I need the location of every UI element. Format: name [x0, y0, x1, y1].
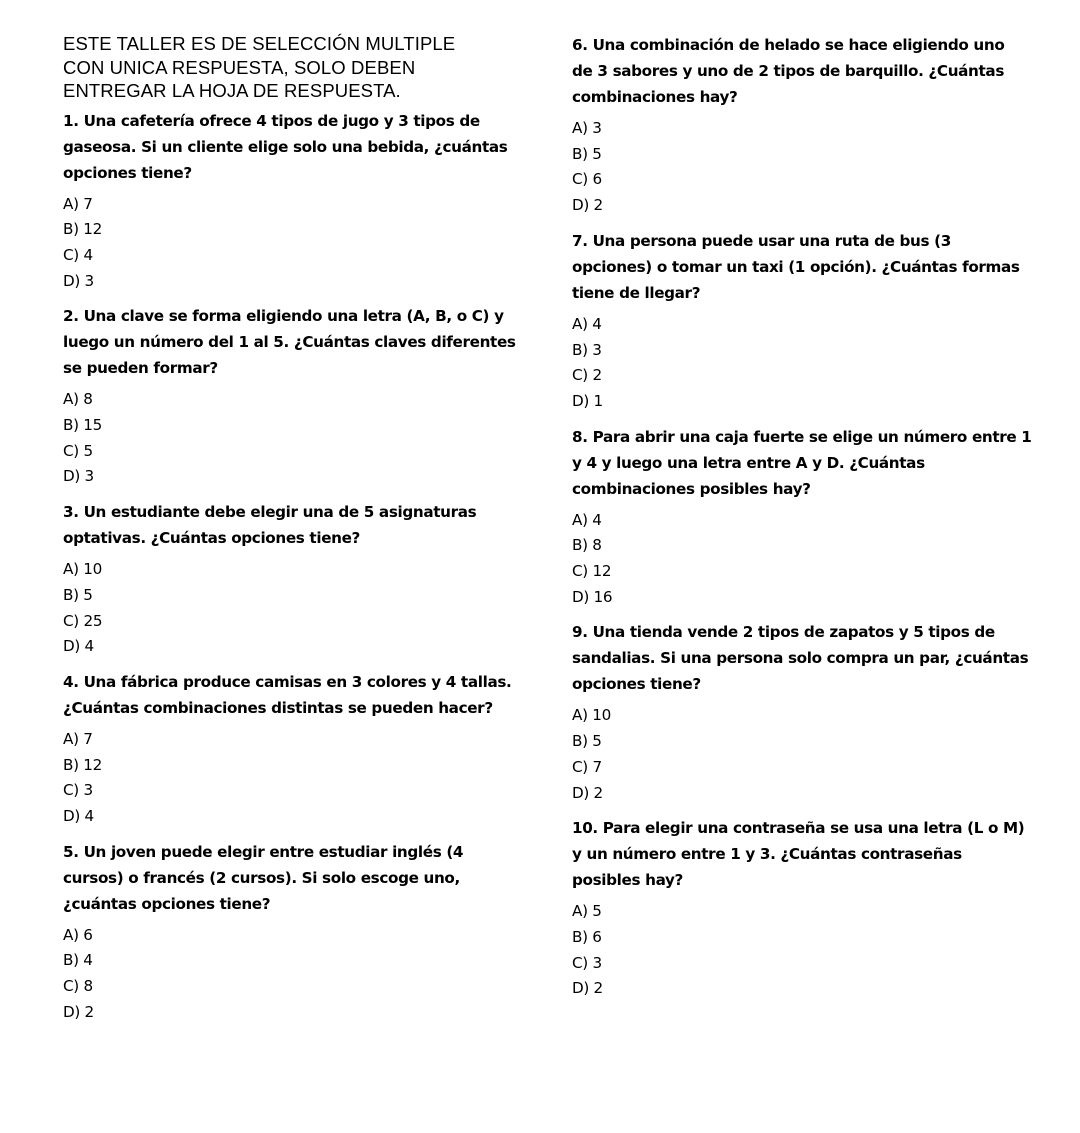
option-a: A) 4	[572, 314, 602, 333]
question-10	[572, 815, 1042, 1002]
question-line: sandalias. Si una persona solo compra un par, ¿cuántas	[572, 649, 1029, 668]
option-b: B) 12	[63, 220, 102, 239]
question-line: 4. Una fábrica produce camisas en 3 colores y 4 tallas.	[63, 672, 512, 691]
option-c: C) 8	[63, 977, 93, 996]
instructions-header	[63, 32, 523, 103]
option-d: D) 2	[572, 783, 603, 802]
right-column	[572, 32, 1042, 1011]
question-7	[572, 228, 1042, 415]
option-a: A) 7	[63, 729, 93, 748]
question-text	[572, 32, 1042, 110]
option-d: D) 1	[572, 391, 603, 410]
option-c: C) 3	[572, 953, 602, 972]
question-line: ¿cuántas opciones tiene?	[63, 894, 271, 913]
options-list	[63, 557, 523, 660]
question-text	[63, 108, 523, 186]
header-line: ENTREGAR LA HOJA DE RESPUESTA.	[63, 80, 401, 101]
option-c: C) 3	[63, 781, 93, 800]
left-column	[63, 32, 523, 1035]
option-c: C) 4	[63, 245, 93, 264]
options-list	[572, 116, 1042, 219]
options-list	[572, 703, 1042, 806]
question-text	[63, 669, 523, 721]
question-text	[63, 499, 523, 551]
option-b: B) 6	[572, 927, 602, 946]
question-line: y 4 y luego una letra entre A y D. ¿Cuántas	[572, 453, 925, 472]
option-a: A) 6	[63, 925, 93, 944]
question-line: ¿Cuántas combinaciones distintas se pueden hacer?	[63, 698, 493, 717]
option-c: C) 25	[63, 611, 103, 630]
question-5	[63, 839, 523, 1026]
option-a: A) 8	[63, 390, 93, 409]
question-line: combinaciones posibles hay?	[572, 479, 811, 498]
option-b: B) 15	[63, 416, 102, 435]
question-line: se pueden formar?	[63, 359, 218, 378]
question-text	[572, 619, 1042, 697]
question-text	[572, 228, 1042, 306]
question-6	[572, 32, 1042, 219]
option-a: A) 7	[63, 194, 93, 213]
question-text	[572, 815, 1042, 893]
option-c: C) 2	[572, 366, 602, 385]
option-a: A) 10	[572, 706, 611, 725]
option-c: C) 12	[572, 562, 612, 581]
question-line: optativas. ¿Cuántas opciones tiene?	[63, 529, 361, 548]
question-line: luego un número del 1 al 5. ¿Cuántas claves diferentes	[63, 333, 516, 352]
question-line: 3. Un estudiante debe elegir una de 5 asignaturas	[63, 503, 477, 522]
question-line: 1. Una cafetería ofrece 4 tipos de jugo y 3 tipos de	[63, 111, 480, 130]
question-line: y un número entre 1 y 3. ¿Cuántas contraseñas	[572, 845, 962, 864]
question-line: tiene de llegar?	[572, 283, 701, 302]
option-c: C) 5	[63, 441, 93, 460]
question-8	[572, 424, 1042, 611]
header-line: ESTE TALLER ES DE SELECCIÓN MULTIPLE	[63, 33, 456, 54]
question-2	[63, 303, 523, 490]
question-line: combinaciones hay?	[572, 88, 738, 106]
option-a: A) 4	[572, 510, 602, 529]
question-line: 5. Un joven puede elegir entre estudiar inglés (4	[63, 842, 464, 861]
option-b: B) 5	[572, 144, 602, 163]
option-c: C) 6	[572, 170, 602, 189]
question-3	[63, 499, 523, 660]
question-line: cursos) o francés (2 cursos). Si solo escoge uno,	[63, 868, 460, 887]
options-list	[63, 727, 523, 830]
question-line: 7. Una persona puede usar una ruta de bus (3	[572, 231, 951, 250]
option-b: B) 8	[572, 536, 602, 555]
option-b: B) 12	[63, 755, 102, 774]
option-a: A) 5	[572, 902, 602, 921]
question-1	[63, 108, 523, 295]
option-d: D) 2	[572, 196, 603, 215]
option-c: C) 7	[572, 757, 602, 776]
options-list	[63, 387, 523, 490]
option-d: D) 2	[63, 1002, 94, 1021]
options-list	[572, 899, 1042, 1002]
question-line: 2. Una clave se forma eligiendo una letra (A, B, o C) y	[63, 307, 504, 326]
question-line: de 3 sabores y uno de 2 tipos de barquillo. ¿Cuántas	[572, 62, 1005, 80]
question-line: opciones tiene?	[63, 163, 192, 182]
option-d: D) 3	[63, 467, 94, 486]
question-line: opciones tiene?	[572, 675, 701, 694]
question-line: 10. Para elegir una contraseña se usa una letra (L o M)	[572, 819, 1025, 838]
question-text	[63, 839, 523, 917]
option-d: D) 4	[63, 807, 94, 826]
question-text	[63, 303, 523, 381]
question-line: posibles hay?	[572, 871, 684, 890]
question-line: 9. Una tienda vende 2 tipos de zapatos y 5 tipos de	[572, 623, 995, 642]
question-text	[572, 424, 1042, 502]
question-line: 6. Una combinación de helado se hace eligiendo uno	[572, 36, 1005, 54]
options-list	[63, 923, 523, 1026]
question-line: gaseosa. Si un cliente elige solo una bebida, ¿cuántas	[63, 137, 508, 156]
option-b: B) 5	[572, 732, 602, 751]
option-d: D) 16	[572, 587, 613, 606]
question-9	[572, 619, 1042, 806]
option-d: D) 4	[63, 637, 94, 656]
option-a: A) 3	[572, 119, 602, 137]
options-list	[63, 192, 523, 295]
option-b: B) 4	[63, 951, 93, 970]
option-b: B) 5	[63, 585, 93, 604]
options-list	[572, 508, 1042, 611]
option-d: D) 3	[63, 271, 94, 290]
options-list	[572, 312, 1042, 415]
question-4	[63, 669, 523, 830]
option-d: D) 2	[572, 979, 603, 998]
option-a: A) 10	[63, 560, 102, 579]
option-b: B) 3	[572, 340, 602, 359]
question-line: opciones) o tomar un taxi (1 opción). ¿Cuántas formas	[572, 257, 1020, 276]
question-line: 8. Para abrir una caja fuerte se elige un número entre 1	[572, 427, 1032, 446]
header-line: CON UNICA RESPUESTA, SOLO DEBEN	[63, 56, 416, 78]
